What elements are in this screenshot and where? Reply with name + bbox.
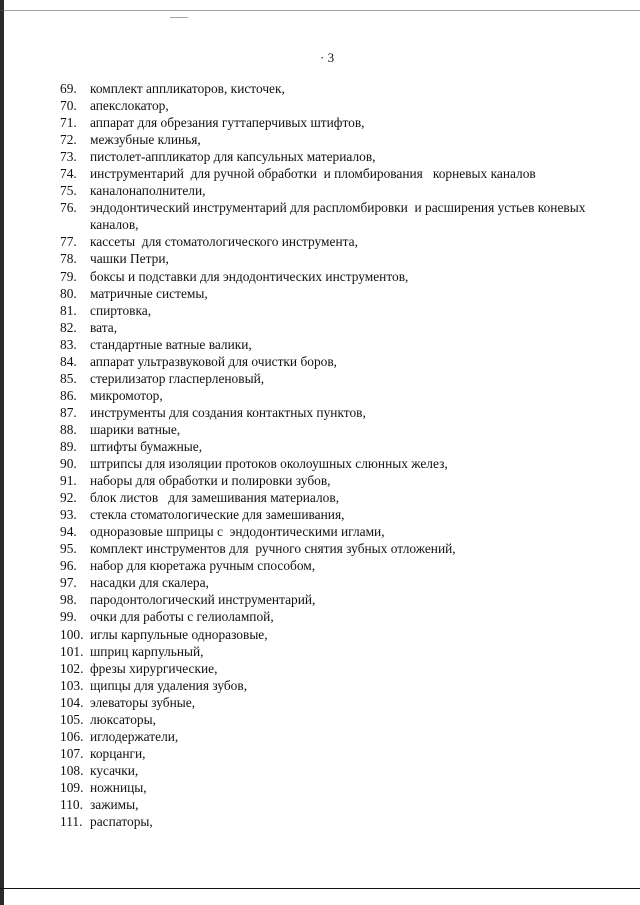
list-item xyxy=(60,540,620,557)
list-item xyxy=(60,370,620,387)
item-number: 84. xyxy=(60,353,77,369)
item-number: 103. xyxy=(60,677,84,693)
item-text: стерилизатор гласперленовый, xyxy=(90,370,265,386)
list-item xyxy=(60,199,620,233)
list-item xyxy=(60,728,620,745)
list-item xyxy=(60,455,620,472)
item-text: шарики ватные, xyxy=(90,421,181,437)
list-item xyxy=(60,233,620,250)
list-item xyxy=(60,353,620,370)
item-number: 95. xyxy=(60,541,77,557)
item-number: 104. xyxy=(60,694,84,710)
item-number: 96. xyxy=(60,558,77,574)
list-item xyxy=(60,574,620,591)
scan-top-rule xyxy=(0,10,640,11)
item-text: шприц карпульный, xyxy=(90,643,204,659)
item-text: пародонтологический инструментарий, xyxy=(90,592,316,608)
item-text: кассеты для стоматологического инструмента, xyxy=(90,234,358,250)
item-number: 93. xyxy=(60,507,77,523)
item-text: распаторы, xyxy=(90,814,153,830)
item-text: люксаторы, xyxy=(90,711,156,727)
item-number: 101. xyxy=(60,643,84,659)
item-text: инструменты для создания контактных пунктов, xyxy=(90,404,366,420)
item-text: чашки Петри, xyxy=(90,251,169,267)
list-item xyxy=(60,285,620,302)
scan-left-edge xyxy=(0,0,4,905)
item-number: 97. xyxy=(60,575,77,591)
item-text: штифты бумажные, xyxy=(90,438,203,454)
list-item xyxy=(60,302,620,319)
item-number: 107. xyxy=(60,745,84,761)
item-text: микромотор, xyxy=(90,387,163,403)
item-number: 99. xyxy=(60,609,77,625)
list-item xyxy=(60,438,620,455)
list-item xyxy=(60,557,620,574)
scan-bottom-rule xyxy=(0,888,640,889)
item-text: корцанги, xyxy=(90,745,146,761)
item-number: 79. xyxy=(60,268,77,284)
item-number: 90. xyxy=(60,456,77,472)
list-item xyxy=(60,796,620,813)
list-item xyxy=(60,114,620,131)
item-number: 77. xyxy=(60,234,77,250)
item-text: аппарат для обрезания гуттаперчивых штифтов, xyxy=(90,115,365,131)
item-number: 76. xyxy=(60,200,77,216)
item-text: стандартные ватные валики, xyxy=(90,336,252,352)
list-item xyxy=(60,608,620,625)
item-text: аппарат ультразвуковой для очистки боров, xyxy=(90,353,338,369)
list-item xyxy=(60,745,620,762)
scan-top-mark xyxy=(170,17,188,18)
list-item xyxy=(60,319,620,336)
item-text: кусачки, xyxy=(90,762,139,778)
item-number: 106. xyxy=(60,728,84,744)
item-number: 110. xyxy=(60,796,83,812)
item-text: инструментарий для ручной обработки и пломбирования корневых каналов xyxy=(90,166,536,182)
item-number: 92. xyxy=(60,490,77,506)
item-number: 70. xyxy=(60,98,77,114)
equipment-list xyxy=(60,80,620,830)
item-number: 69. xyxy=(60,81,77,96)
item-text: спиртовка, xyxy=(90,302,152,318)
list-item xyxy=(60,472,620,489)
list-item xyxy=(60,336,620,353)
list-item xyxy=(60,643,620,660)
item-number: 109. xyxy=(60,779,84,795)
item-number: 88. xyxy=(60,421,77,437)
item-number: 74. xyxy=(60,166,77,182)
list-item xyxy=(60,677,620,694)
list-item xyxy=(60,694,620,711)
item-number: 111. xyxy=(60,814,83,830)
item-text: щипцы для удаления зубов, xyxy=(90,677,248,693)
list-item xyxy=(60,506,620,523)
item-number: 78. xyxy=(60,251,77,267)
item-text: набор для кюретажа ручным способом, xyxy=(90,558,316,574)
item-text: одноразовые шприцы с эндодонтическими иглами, xyxy=(90,524,385,540)
item-text: штрипсы для изоляции протоков околоушных слюнных желез, xyxy=(90,456,448,472)
item-text: блок листов для замешивания материалов, xyxy=(90,490,340,506)
item-text: очки для работы с гелиолампой, xyxy=(90,609,274,625)
item-number: 94. xyxy=(60,524,77,540)
item-number: 108. xyxy=(60,762,84,778)
list-item xyxy=(60,165,620,182)
item-text: иглодержатели, xyxy=(90,728,179,744)
item-text: иглы карпульные одноразовые, xyxy=(90,626,268,642)
item-number: 82. xyxy=(60,319,77,335)
item-text: насадки для скалера, xyxy=(90,575,209,591)
item-number: 75. xyxy=(60,183,77,199)
item-number: 80. xyxy=(60,285,77,301)
list-item xyxy=(60,421,620,438)
item-number: 98. xyxy=(60,592,77,608)
item-text: межзубные клинья, xyxy=(90,132,201,148)
list-item xyxy=(60,268,620,285)
item-number: 89. xyxy=(60,438,77,454)
list-item xyxy=(60,523,620,540)
item-number: 72. xyxy=(60,132,77,148)
list-item xyxy=(60,387,620,404)
item-number: 86. xyxy=(60,387,77,403)
list-item xyxy=(60,711,620,728)
item-text: фрезы хирургические, xyxy=(90,660,218,676)
list-item xyxy=(60,182,620,199)
item-text: матричные системы, xyxy=(90,285,208,301)
item-text: наборы для обработки и полировки зубов, xyxy=(90,473,331,489)
item-text: пистолет-аппликатор для капсульных материалов, xyxy=(90,149,376,165)
list-item xyxy=(60,80,620,97)
item-text: комплект инструментов для ручного снятия зубных отложений, xyxy=(90,541,456,557)
item-number: 87. xyxy=(60,404,77,420)
item-number: 73. xyxy=(60,149,77,165)
item-text: боксы и подставки для эндодонтических инструментов, xyxy=(90,268,409,284)
list-item xyxy=(60,404,620,421)
list-item xyxy=(60,489,620,506)
item-text: зажимы, xyxy=(90,796,139,812)
list-item xyxy=(60,97,620,114)
list-item xyxy=(60,148,620,165)
item-number: 85. xyxy=(60,370,77,386)
list-item xyxy=(60,250,620,267)
item-text: элеваторы зубные, xyxy=(90,694,196,710)
item-number: 91. xyxy=(60,473,77,489)
list-item xyxy=(60,813,620,830)
item-text: ножницы, xyxy=(90,779,147,795)
item-text: комплект аппликаторов, кисточек, xyxy=(90,81,285,96)
list-item xyxy=(60,626,620,643)
list-item xyxy=(60,591,620,608)
item-text: каналонаполнители, xyxy=(90,183,206,199)
item-number: 105. xyxy=(60,711,84,727)
item-text: стекла стоматологические для замешивания, xyxy=(90,507,345,523)
item-number: 83. xyxy=(60,336,77,352)
item-text: эндодонтический инструментарий для распломбировки и расширения устьев коневых каналов, xyxy=(90,200,589,233)
page-number: · 3 xyxy=(320,50,335,65)
list-item xyxy=(60,660,620,677)
item-number: 81. xyxy=(60,302,77,318)
item-number: 71. xyxy=(60,115,77,131)
item-number: 102. xyxy=(60,660,84,676)
item-number: 100. xyxy=(60,626,84,642)
item-text: апекслокатор, xyxy=(90,98,169,114)
list-item xyxy=(60,762,620,779)
list-item xyxy=(60,779,620,796)
list-item xyxy=(60,131,620,148)
item-text: вата, xyxy=(90,319,118,335)
